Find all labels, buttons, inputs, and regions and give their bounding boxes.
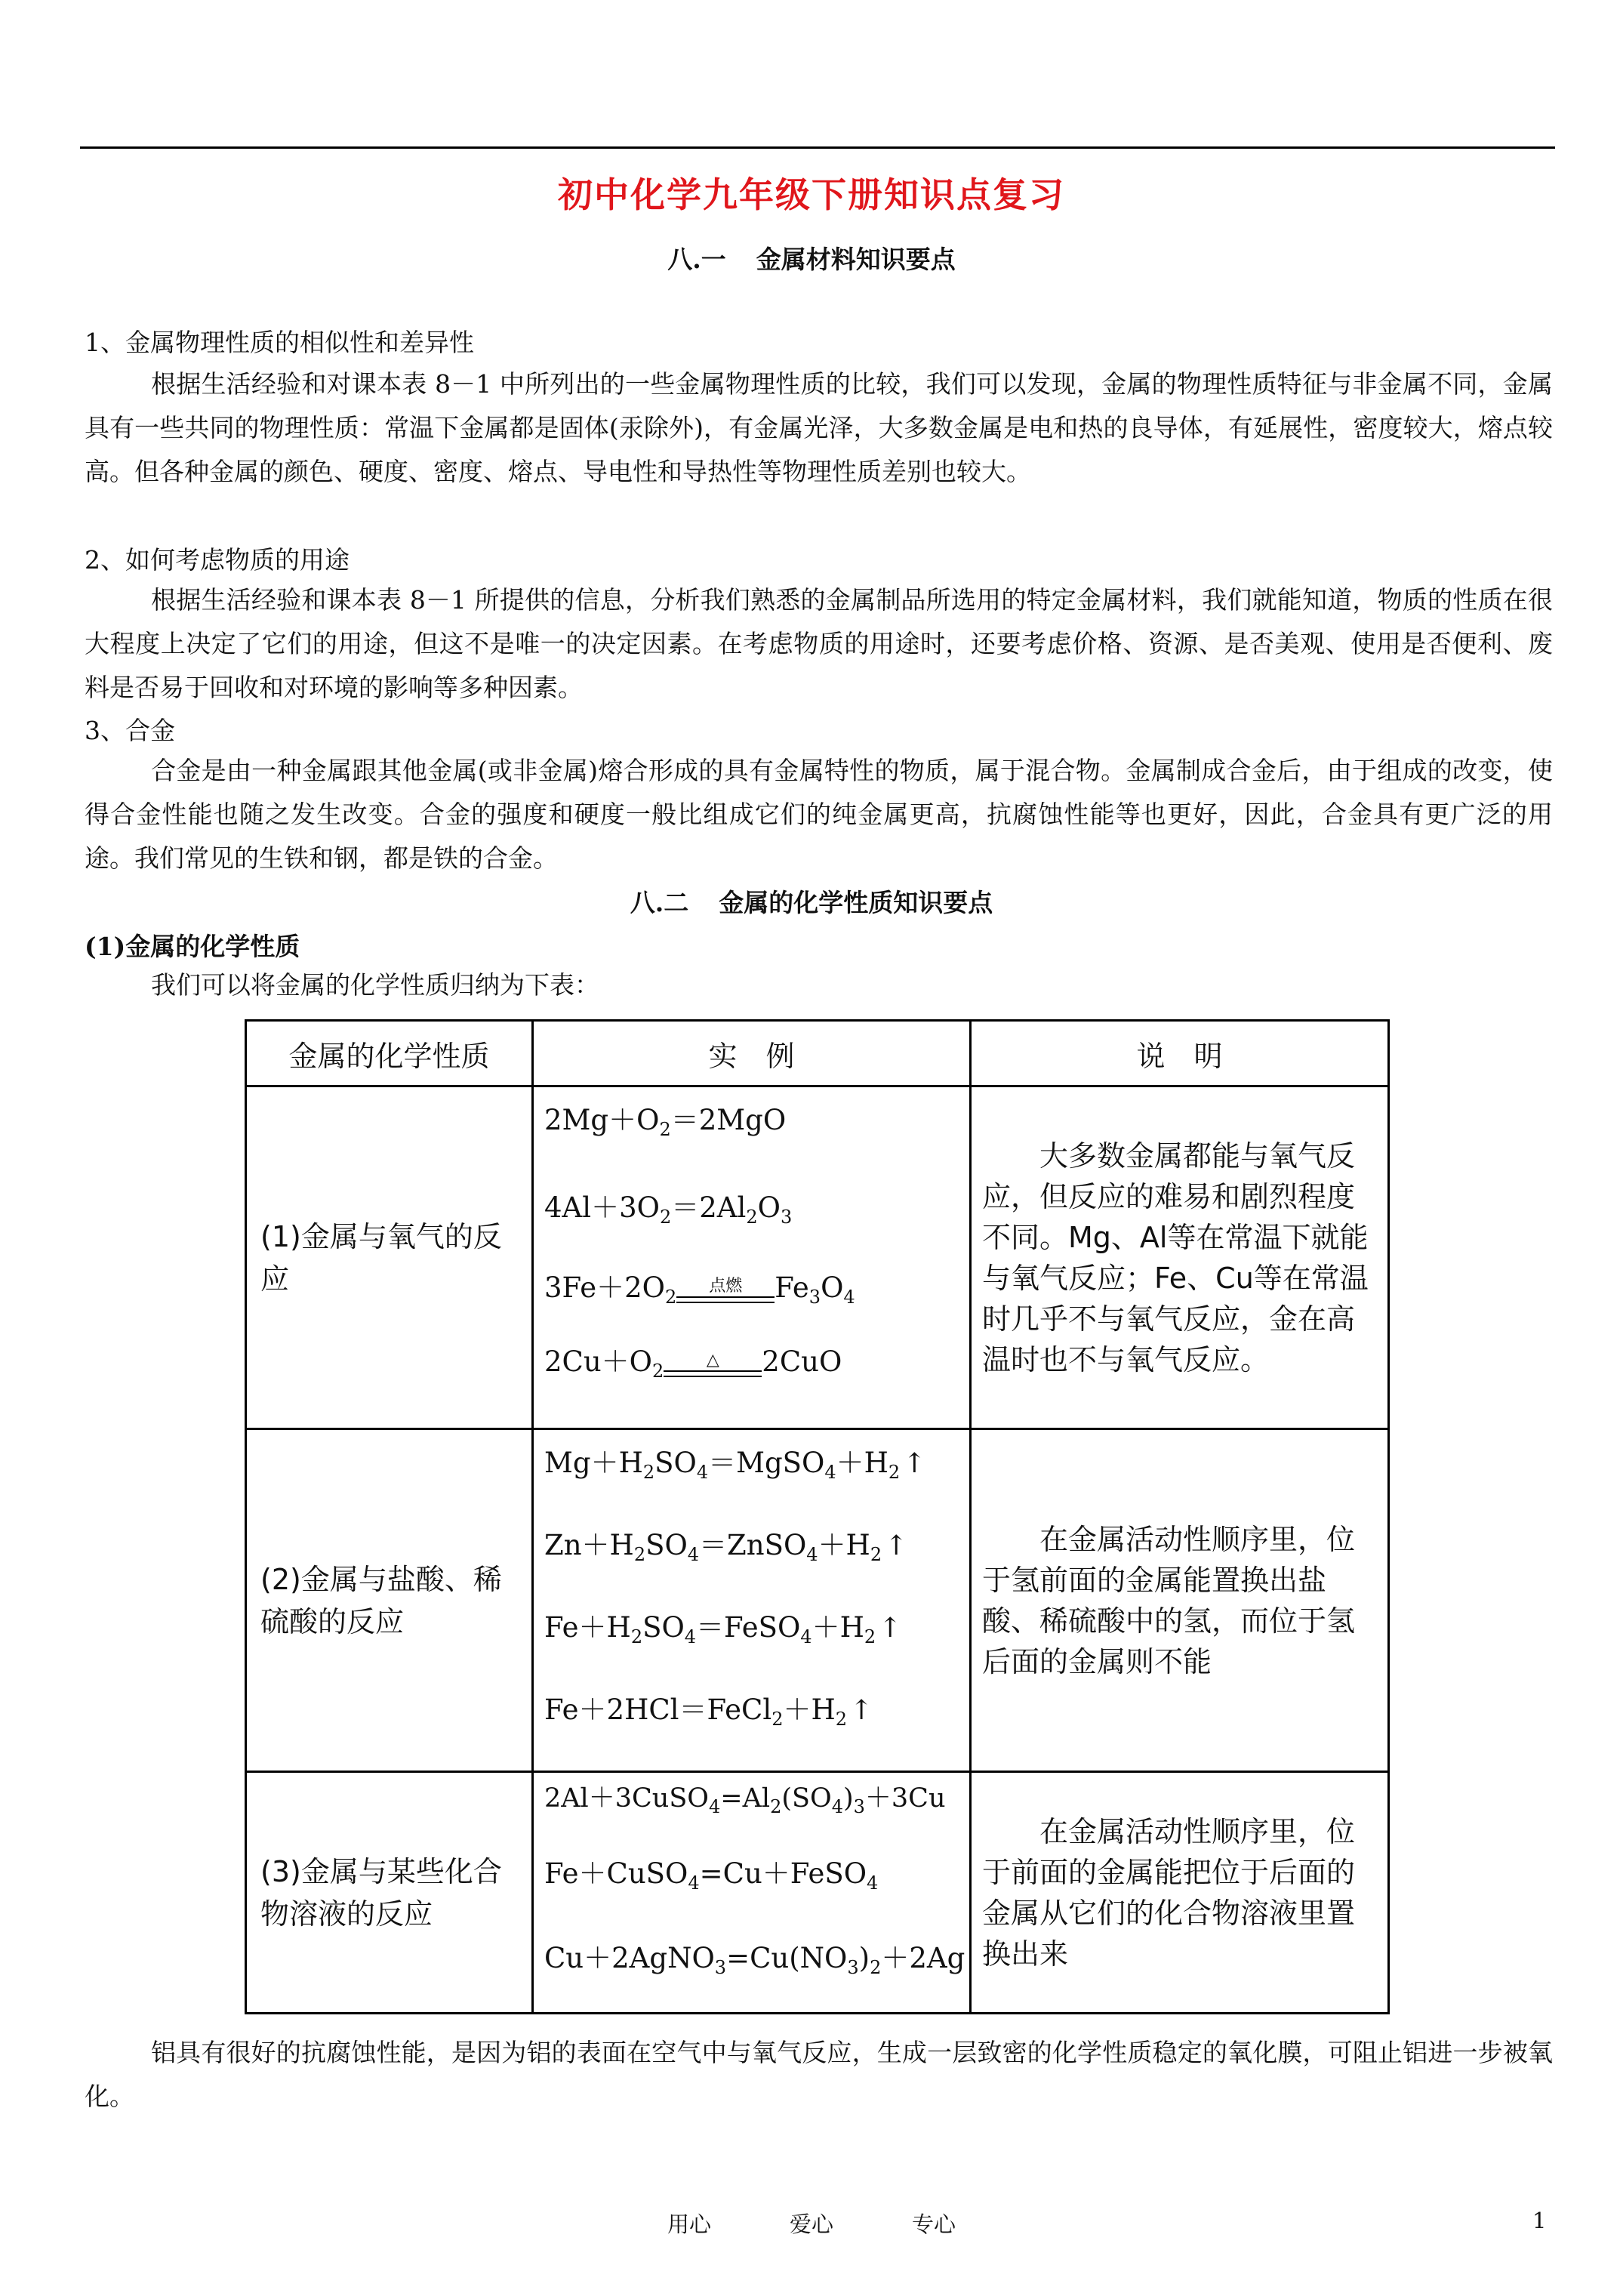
equation: $2Al+3CuSO_4=Al_2(SO_4)_3+3Cu$ (544, 1783, 946, 1817)
paragraph: 根据生活经验和对课本表 8－1 中所列出的一些金属物理性质的比较，我们可以发现，金属的物理性质特征与非金属不同，金属具有一些共同的物理性质：常温下金属都是固体(汞除外)，有金属光泽，大多数金属是电和热的良导体，有延展性，密度较大，熔点较高。但各种金属的颜色、硬度、密度、熔点、导电性和导热性等物理性质差别也较大。 (85, 369, 1553, 486)
equation: Fe＋CuSO$_4$=Cu＋FeSO$_4$ (544, 1857, 879, 1894)
example-equations (533, 1429, 971, 1772)
property-description: 在金属活动性顺序里，位于前面的金属能把位于后面的金属从它们的化合物溶液里置换出来 (971, 1772, 1389, 2014)
section-title: 金属材料知识要点 (756, 245, 956, 274)
section-heading-2 (0, 883, 1623, 919)
table-intro: 我们可以将金属的化学性质归纳为下表： (151, 970, 599, 1000)
closing-paragraph: 铝具有很好的抗腐蚀性能，是因为铝的表面在空气中与氧气反应，生成一层致密的化学性质稳定的氧化膜，可阻止铝进一步被氧化。 (85, 2038, 1553, 2111)
section-number: 八.一 (667, 245, 726, 274)
footer-motto: 专心 (912, 2211, 956, 2237)
reaction-condition: 点燃 (676, 1278, 775, 1303)
property-category: (3)金属与某些化合物溶液的反应 (246, 1772, 533, 2014)
equation: $Fe+H_2SO_4=FeSO_4+H_2$ ↑ (544, 1611, 902, 1647)
property-description: 在金属活动性顺序里，位于氢前面的金属能置换出盐酸、稀硫酸中的氢，而位于氢后面的金属则不能 (971, 1429, 1389, 1772)
footer-motto: 爱心 (789, 2211, 833, 2237)
chemical-properties-table (245, 1019, 1390, 2014)
section-title: 金属的化学性质知识要点 (719, 888, 993, 917)
page-footer (0, 2208, 1623, 2239)
top-rule (80, 146, 1555, 149)
paragraph: 合金是由一种金属跟其他金属(或非金属)熔合形成的具有金属特性的物质，属于混合物。金属制成合金后，由于组成的改变，使得合金性能也随之发生改变。合金的强度和硬度一般比组成它们的纯金属更高，抗腐蚀性能等也更好，因此，合金具有更广泛的用途。我们常见的生铁和钢，都是铁的合金。 (85, 756, 1553, 873)
table-row (246, 1429, 1389, 1772)
item-heading: 2、如何考虑物质的用途 (85, 545, 350, 575)
example-equations (533, 1772, 971, 2014)
table-row (246, 1086, 1389, 1429)
equation: $Cu+2AgNO_3=Cu(NO_3)_2+2Ag$ (544, 1942, 965, 1978)
column-header: 实 例 (533, 1021, 971, 1086)
column-header: 金属的化学性质 (246, 1021, 533, 1086)
equation: $Zn+H_2SO_4=ZnSO_4+H_2$ ↑ (544, 1529, 908, 1565)
page-number: 1 (1532, 2208, 1547, 2233)
table-row (246, 1772, 1389, 2014)
footer-motto: 用心 (667, 2211, 711, 2237)
item-heading: 3、合金 (85, 716, 175, 745)
reaction-condition: △ (664, 1352, 762, 1377)
section-number: 八.二 (630, 888, 689, 917)
equation: $2Mg+O_2=2MgO$ (544, 1104, 787, 1140)
property-description: 大多数金属都能与氧气反应，但反应的难易和剧烈程度不同。Mg、Al等在常温下就能与氧气反应；Fe、Cu等在常温时几乎不与氧气反应，金在高温时也不与氧气反应。 (971, 1086, 1389, 1429)
table-header-row (246, 1021, 1389, 1086)
section-heading-1 (0, 240, 1623, 276)
example-equations (533, 1086, 971, 1429)
equation: $Mg+H_2SO_4=MgSO_4+H_2$ ↑ (544, 1447, 926, 1483)
item-heading: 1、金属物理性质的相似性和差异性 (85, 328, 474, 357)
equation: $3Fe+2O_2$ 点燃 $Fe_3O_4$ (544, 1271, 855, 1308)
equation: $4Al+3O_2=2Al_2O_3$ (544, 1191, 793, 1228)
sub-heading: (1)金属的化学性质 (85, 932, 300, 961)
equation: $Fe+2HCl=FeCl_2+H_2$ ↑ (544, 1693, 873, 1730)
property-category: (2)金属与盐酸、稀硫酸的反应 (246, 1429, 533, 1772)
paragraph: 根据生活经验和课本表 8－1 所提供的信息，分析我们熟悉的金属制品所选用的特定金属材料，我们就能知道，物质的性质在很大程度上决定了它们的用途，但这不是唯一的决定因素。在考虑物质的用途时，还要考虑价格、资源、是否美观、使用是否便利、废料是否易于回收和对环境的影响等多种因素。 (85, 585, 1553, 702)
property-category: (1)金属与氧气的反应 (246, 1086, 533, 1429)
page-title: 初中化学九年级下册知识点复习 (558, 174, 1065, 215)
column-header: 说 明 (971, 1021, 1389, 1086)
equation: $2Cu+O_2$ △ 2CuO (544, 1345, 842, 1382)
